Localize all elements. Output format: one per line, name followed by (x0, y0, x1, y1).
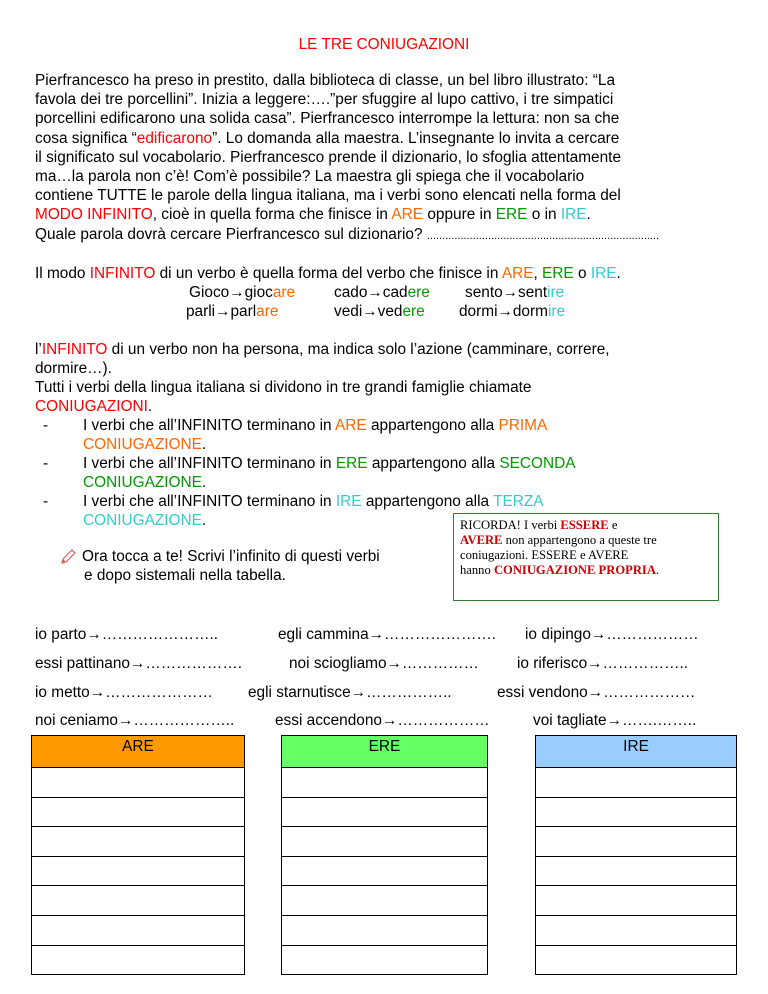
bullet-seconda: - I verbi che all’INFINITO terminano in ERE appartengono alla SECONDA CONIUGAZIONE. (43, 455, 576, 491)
exercise-item[interactable]: io metto→………………… (35, 684, 213, 701)
table-cell[interactable] (282, 797, 488, 827)
exercise-item[interactable]: io riferisco→…………….. (517, 655, 689, 672)
table-cell[interactable] (536, 856, 737, 886)
table-cell[interactable] (282, 768, 488, 798)
exercise-item[interactable]: noi sciogliamo→…………… (289, 655, 479, 672)
table-cell[interactable] (536, 886, 737, 916)
task-instruction: e dopo sistemali nella tabella. (84, 567, 286, 584)
bullet-terza: - I verbi che all’INFINITO terminano in IRE appartengono alla TERZA CONIUGAZIONE. (43, 493, 544, 529)
table-cell[interactable] (32, 797, 245, 827)
exercise-item[interactable]: essi pattinano→………………. (35, 655, 242, 672)
definition-line: Il modo INFINITO di un verbo è quella forma del verbo che finisce in ARE, ERE o IRE. (35, 265, 621, 282)
example-row: cado→cadere (334, 284, 430, 301)
table-cell[interactable] (32, 827, 245, 857)
intro-line: il significato sul vocabolario. Pierfrancesco prende il dizionario, lo sfoglia attentamente (35, 148, 622, 166)
exercise-item[interactable]: essi vendono→……………… (497, 684, 696, 701)
intro-line: Pierfrancesco ha preso in prestito, dalla biblioteca di classe, un bel libro illustrato: “La (35, 72, 616, 89)
example-row: parli→parlare (186, 303, 279, 320)
intro-paragraph (35, 71, 735, 246)
table-cell[interactable] (282, 886, 488, 916)
task-instruction: Ora tocca a te! Scrivi l’infinito di questi verbi (82, 548, 380, 565)
table-cell[interactable] (536, 797, 737, 827)
example-row: sento→sentire (465, 284, 565, 301)
table-cell[interactable] (32, 856, 245, 886)
exercise-item[interactable]: egli starnutisce→…………….. (248, 684, 452, 701)
table-ire (535, 735, 737, 975)
table-cell[interactable] (282, 945, 488, 975)
intro-line: cosa significa “edificarono”. Lo domanda alla maestra. L’insegnante lo invita a cercare (35, 129, 620, 147)
table-cell[interactable] (282, 827, 488, 857)
pencil-icon (60, 549, 76, 570)
section-line: CONIUGAZIONI. (35, 398, 153, 415)
exercise-item[interactable]: noi ceniamo→……………….. (35, 712, 235, 729)
table-cell[interactable] (536, 768, 737, 798)
question-line: Quale parola dovrà cercare Pierfrancesco sul dizionario? ............................................................................ (35, 225, 660, 243)
intro-line: ma…la parola non c’è! Com’è possibile? La maestra gli spiega che il vocabolario (35, 168, 585, 186)
table-cell[interactable] (536, 915, 737, 945)
intro-line: contiene TUTTE le parole della lingua italiana, ma i verbi sono elencati nella forma del (35, 187, 621, 205)
table-cell[interactable] (282, 915, 488, 945)
exercise-item[interactable]: io parto→………………….. (35, 626, 219, 643)
section-line: Tutti i verbi della lingua italiana si dividono in tre grandi famiglie chiamate (35, 379, 532, 396)
table-cell[interactable] (32, 915, 245, 945)
page-title: LE TRE CONIUGAZIONI (298, 36, 470, 53)
exercise-item[interactable]: voi tagliate→…….…….. (533, 712, 697, 729)
exercise-item[interactable]: egli cammina→…………………. (278, 626, 497, 643)
section-line: dormire…). (35, 360, 112, 377)
table-are (31, 735, 245, 975)
table-cell[interactable] (32, 768, 245, 798)
section-line: l’INFINITO di un verbo non ha persona, ma indica solo l’azione (camminare, correre, (35, 341, 610, 358)
bullet-prima: - I verbi che all’INFINITO terminano in ARE appartengono alla PRIMA CONIUGAZIONE. (43, 417, 548, 453)
table-header-ere: ERE (282, 736, 488, 768)
exercise-item[interactable]: io dipingo→……………… (525, 626, 699, 643)
highlight-word: edificarono (136, 129, 213, 147)
intro-line: porcellini edificarono una solida casa”. Pierfrancesco interrompe la lettura: non sa che (35, 110, 620, 128)
table-cell[interactable] (32, 886, 245, 916)
intro-line: favola dei tre porcellini”. Inizia a leggere:….”per sfuggire al lupo cattivo, i tre simpatici (35, 91, 614, 109)
intro-line: MODO INFINITO, cioè in quella forma che finisce in ARE oppure in ERE o in IRE. (35, 206, 591, 224)
table-header-are: ARE (32, 736, 245, 768)
example-row: Gioco→giocare (189, 284, 296, 301)
answer-blank[interactable]: ............................................................................ (426, 229, 660, 242)
reminder-box: RICORDA! I verbi ESSERE e AVERE non appartengono a queste tre coniugazioni. ESSERE e AVERE hanno CONIUGAZIONE PROPRIA. (453, 513, 719, 601)
table-cell[interactable] (32, 945, 245, 975)
example-row: dormi→dormire (459, 303, 566, 320)
table-ere (281, 735, 488, 975)
table-cell[interactable] (536, 827, 737, 857)
table-header-ire: IRE (536, 736, 737, 768)
example-row: vedi→vedere (334, 303, 425, 320)
exercise-item[interactable]: essi accendono→……………… (275, 712, 490, 729)
table-cell[interactable] (536, 945, 737, 975)
table-cell[interactable] (282, 856, 488, 886)
